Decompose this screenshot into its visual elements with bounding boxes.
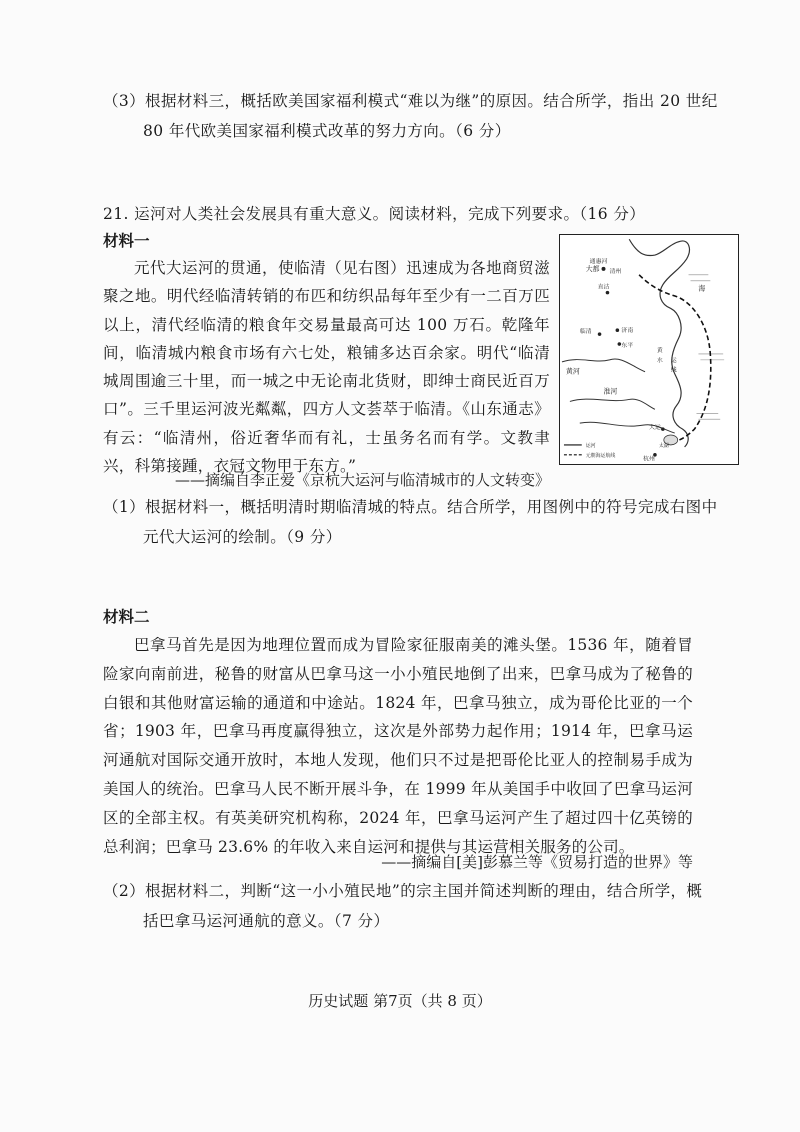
q20-sub3-line1: （3）根据材料三，概括欧美国家福利模式“难以为继”的原因。结合所学，指出 20 世纪	[103, 92, 718, 110]
map-label-huaihe: 淮河	[603, 387, 618, 396]
grand-canal-map	[559, 234, 739, 465]
map-label-yun: 运	[670, 356, 677, 364]
q20-sub3-line2: 80 年代欧美国家福利模式改革的努力方向。（6 分）	[143, 122, 511, 140]
map-label-tonghui: 通惠河	[589, 257, 608, 265]
map-label-jinan: 济南	[621, 327, 634, 335]
map-label-hangzhou: 杭州	[643, 455, 655, 463]
material1-source: ——摘编自李正爱《京杭大运河与临清城市的人文转变》	[174, 471, 550, 489]
q21-sub2-line2: 括巴拿马运河通航的意义。（7 分）	[143, 912, 390, 930]
legend-canal-label: 运河	[585, 442, 596, 449]
map-label-yangzhou: 大运	[649, 424, 661, 432]
q21-sub1-line1: （1）根据材料一，概括明清时期临清城的特点。结合所学，用图例中的符号完成右图中	[103, 498, 718, 516]
material1-heading: 材料一	[103, 231, 150, 250]
map-label-dadu: 大都	[585, 264, 600, 273]
map-label-zhigu: 直沽	[597, 283, 610, 291]
q21-stem: 21. 运河对人类社会发展具有重大意义。阅读材料，完成下列要求。（16 分）	[103, 205, 646, 223]
q21-sub1-line2: 元代大运河的绘制。（9 分）	[143, 528, 342, 546]
legend-route-label: 元朝海运航线	[585, 452, 616, 459]
map-label-huang: 黄	[656, 346, 663, 354]
map-label-shui: 水	[656, 356, 663, 364]
map-legend	[564, 442, 615, 459]
map-label-taihu: 太湖	[658, 442, 669, 449]
map-label-xian: 线	[670, 366, 677, 374]
map-svg	[560, 235, 738, 464]
map-label-linqing: 临清	[579, 328, 592, 336]
material1-text: 元代大运河的贯通，使临清（见右图）迅速成为各地商贸滋聚之地。明代经临清转销的布匹和纺织品每年至少有一二百万匹以上，清代经临清的粮食年交易量最高可达 100 万石。乾隆年间，临清城内粮食市场有六七处，粮铺多达百余家。明代“临清城周围逾三十里，而一城之中无论南北货财，即绅士商民近百万口”。三千里运河波光粼粼，四方人文荟萃于临清。《山东通志》有云：“临清州，俗近奢华而有礼，士虽务名而有学。文教聿兴，科第接踵，衣冠文物甲于东方。”	[103, 259, 550, 476]
map-label-dongping: 东平	[621, 342, 634, 350]
q21-sub2-line1: （2）根据材料二，判断“这一小小殖民地”的宗主国并简述判断的理由，结合所学，概	[103, 882, 703, 900]
map-label-qingzhou: 清州	[609, 267, 622, 275]
page-footer: 历史试题 第7页（共 8 页）	[308, 992, 492, 1010]
material2-source: ——摘编自[美]彭慕兰等《贸易打造的世界》等	[381, 853, 693, 871]
map-label-huanghe: 黄河	[565, 367, 580, 376]
material2-heading: 材料二	[103, 607, 150, 626]
material2-text: 巴拿马首先是因为地理位置而成为冒险家征服南美的滩头堡。1536 年，随着冒险家向南前进，秘鲁的财富从巴拿马这一小小殖民地倒了出来，巴拿马成为了秘鲁的白银和其他财富运输的通道和中途站。1824 年，巴拿马独立，成为哥伦比亚的一个省；1903 年，巴拿马再度赢得独立，这次是外部势力起作用；1914 年，巴拿马运河通航对国际交通开放时，本地人发现，他们只不过是把哥伦比亚人的控制易手成为美国人的统治。巴拿马人民不断开展斗争，在 1999 年从美国手中收回了巴拿马运河区的全部主权。有英美研究机构称，2024 年，巴拿马运河产生了超过四十亿英镑的总利润；巴拿马 23.6% 的年收入来自运河和提供与其运营相关服务的公司。	[103, 636, 693, 856]
map-label-hai: 海	[698, 284, 706, 293]
